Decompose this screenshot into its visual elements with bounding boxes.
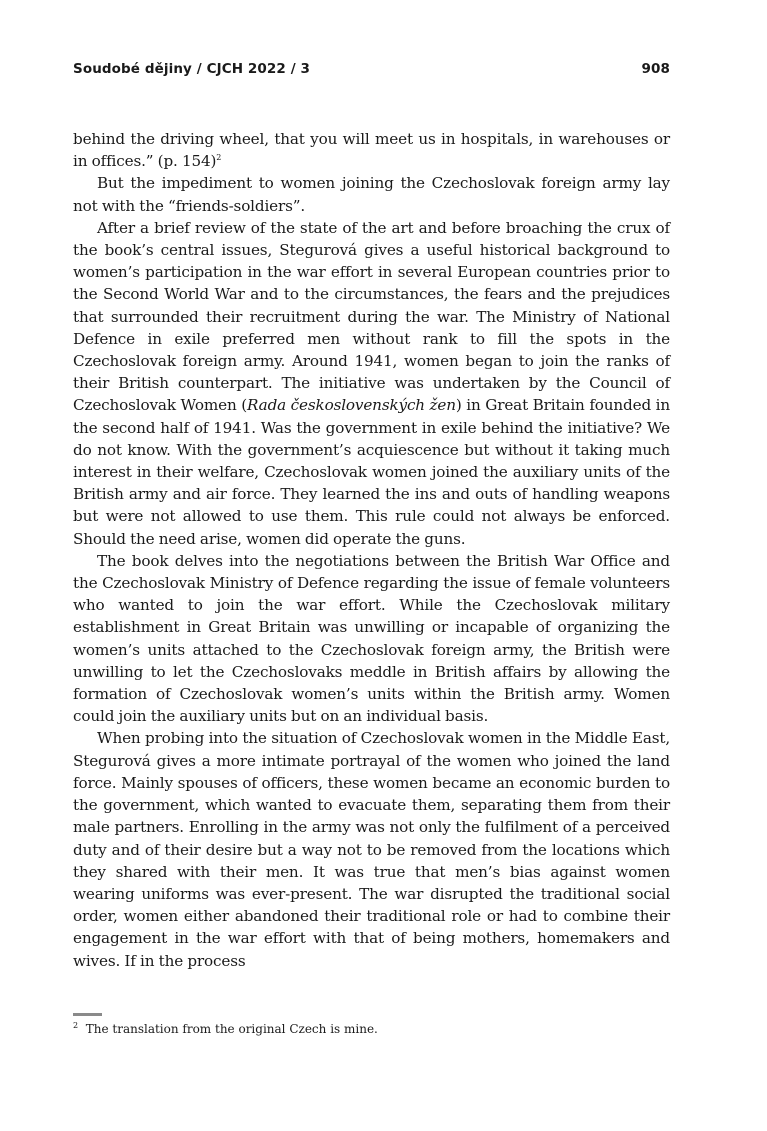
paragraph bbox=[73, 172, 670, 216]
article-body bbox=[73, 128, 670, 972]
paragraph bbox=[73, 727, 670, 971]
footnote-text: The translation from the original Czech is mine. bbox=[85, 1022, 378, 1036]
paragraph-text: When probing into the situation of Czechoslovak women in the Middle East, Stegurová gives a more intimate portrayal of the women who joined the land force. Mainly spouses of officers, these women became an economic burden to the government, which wanted to evacuate them, separating them from their male partners. Enrolling in the army was not only the fulfilment of a perceived duty and of their desire but a way not to be removed from the locations which they shared with their men. It was true that men’s bias against women wearing uniforms was ever-present. The war disrupted the traditional social order, women either abandoned their traditional role or had to combine their engagement in the war effort with that of being mothers, homemakers and wives. If in the process bbox=[73, 729, 670, 970]
paragraph-text: After a brief review of the state of the art and before broaching the crux of the book’s central issues, Stegurová gives a useful historical background to women’s participation in the war effort in several European countries prior to the Second World War and to the circumstances, the fears and the prejudices that surrounded their recruitment during the war. The Ministry of National Defence in exile preferred men without rank to fill the spots in the Czechoslovak foreign army. Around 1941, women began to join the ranks of their British counterpart. The initiative was undertaken by the Council of Czechoslovak Women ( bbox=[73, 218, 670, 415]
italic-text: Rada československých žen bbox=[247, 396, 456, 415]
running-header bbox=[73, 61, 670, 77]
footnote-reference: 2 bbox=[216, 153, 222, 163]
page-number: 908 bbox=[641, 61, 670, 77]
footnote bbox=[73, 1021, 670, 1037]
paragraph-text: ) in Great Britain founded in the second half of 1941. Was the government in exile behind the initiative? We do not know. With the government’s acquiescence but without it taking much interest in their welfare, Czechoslovak women joined the auxiliary units of the British army and air force. They learned the ins and outs of handling weapons but were not allowed to use them. This rule could not always be enforced. Should the need arise, women did operate the guns. bbox=[73, 396, 670, 548]
journal-title: Soudobé dějiny / CJCH 2022 / 3 bbox=[73, 61, 311, 77]
paragraph-text: The book delves into the negotiations between the British War Office and the Czechoslovak Ministry of Defence regarding the issue of female volunteers who wanted to join the war effort. While the Czechoslovak military establishment in Great Britain was unwilling or incapable of organizing the women’s units attached to the Czechoslovak foreign army, the British were unwilling to let the Czechoslovaks meddle in British affairs by allowing the formation of Czechoslovak women’s units within the British army. Women could join the auxiliary units but on an individual basis. bbox=[73, 551, 670, 726]
footnote-separator bbox=[73, 1013, 102, 1016]
footnote-marker: 2 bbox=[73, 1021, 79, 1030]
paragraph bbox=[73, 128, 670, 172]
paragraph-text: behind the driving wheel, that you will meet us in hospitals, in warehouses or in offices.” (p. 154) bbox=[73, 130, 670, 171]
paragraph bbox=[73, 550, 670, 728]
paragraph bbox=[73, 217, 670, 550]
paragraph-text: But the impediment to women joining the Czechoslovak foreign army lay not with the “friends-soldiers”. bbox=[73, 174, 670, 215]
